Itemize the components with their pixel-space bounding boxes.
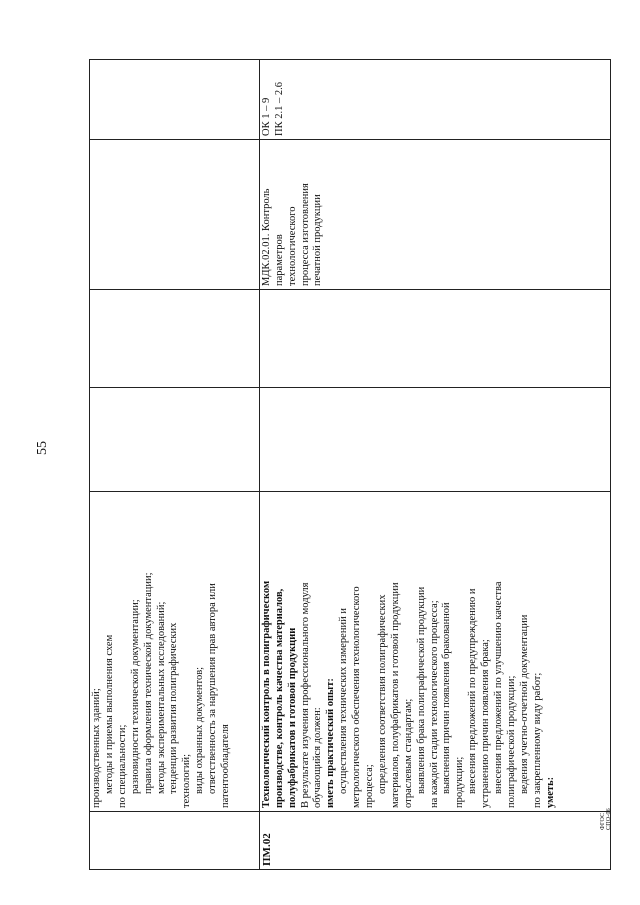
content-line: осуществления технических измерений и [338, 608, 350, 794]
module-code-cell: ПМ.02 [259, 812, 610, 870]
content-line: выявления брака полиграфической продукции [415, 586, 427, 794]
content-line: по специальности; [116, 724, 128, 808]
content-line: методы и приемы выполнения схем [103, 634, 115, 794]
page-number: 55 [35, 441, 50, 455]
rotated-table-container [89, 60, 611, 870]
section-heading-skills: уметь: [544, 776, 556, 808]
course-line: процесса изготовления [299, 183, 311, 286]
course-line: параметров [273, 234, 285, 286]
module-content-cell [90, 492, 260, 812]
content-line: устранению причин появления брака; [480, 639, 492, 808]
content-line: внесения предложений по предупреждению и [467, 588, 479, 794]
content-line: выяснения причин появления бракованной [441, 602, 453, 794]
module-title-line: производстве, контроль качества материалов, [273, 588, 285, 808]
content-line: продукции; [454, 756, 466, 808]
content-line: метрологического обеспечения технологического [351, 586, 363, 808]
course-cell [259, 140, 610, 290]
content-line: отраслевым стандартам; [402, 698, 414, 808]
content-line: виды охранных документов; [194, 666, 206, 794]
table-row-continuation [90, 60, 260, 870]
course-line: МДК.02.01. Контроль [260, 188, 272, 286]
content-line: по закрепленному виду работ; [531, 672, 543, 808]
module-title-line: полуфабрикатов и готовой продукции [286, 627, 298, 808]
content-line: тенденции развития полиграфических [168, 622, 180, 794]
module-title-line: Технологический контроль в полиграфическом [260, 580, 272, 808]
content-line: обучающийся должен: [312, 707, 324, 808]
competency-line: ПК 2.1 – 2.6 [273, 82, 285, 136]
content-line: разновидности технической документации; [129, 599, 141, 794]
content-line: материалов, полуфабрикатов и готовой продукции [389, 582, 401, 808]
competencies-cell [90, 60, 260, 140]
content-line: В результате изучения профессионального модуля [299, 582, 311, 808]
curriculum-table [89, 59, 611, 870]
course-line: печатной продукции [312, 194, 324, 286]
content-line: технологий; [181, 753, 193, 808]
competencies-cell [259, 60, 610, 140]
empty-cell [259, 388, 610, 492]
section-heading-experience: иметь практический опыт: [325, 678, 337, 808]
course-cell [90, 140, 260, 290]
content-line: методы экспериментальных исследований; [155, 601, 167, 794]
module-code-cell [90, 812, 260, 870]
content-line: производственных зданий; [91, 688, 102, 808]
empty-cell [90, 388, 260, 492]
table-row-pm02 [259, 60, 610, 870]
empty-cell [90, 290, 260, 388]
content-line: ответственность за нарушения прав автора или [207, 583, 219, 794]
course-line: технологического [286, 206, 298, 286]
content-line: на каждой стадии технологического процесса; [428, 600, 440, 808]
footer-label: ФГОС СПО-06 [600, 808, 612, 830]
empty-cell [259, 290, 610, 388]
content-line: патентообладателя [220, 724, 232, 808]
content-line: процесса; [364, 764, 376, 808]
content-line: полиграфической продукции; [506, 675, 518, 808]
module-content-cell [259, 492, 610, 812]
content-line: ведения учетно-отчетной документации [518, 614, 530, 794]
content-line: определения соответствия полиграфических [376, 594, 388, 794]
competency-line: ОК 1 – 9 [260, 97, 272, 136]
content-line: внесения предложений по улучшению качества [493, 581, 505, 794]
content-line: правила оформления технической документации; [142, 572, 154, 794]
